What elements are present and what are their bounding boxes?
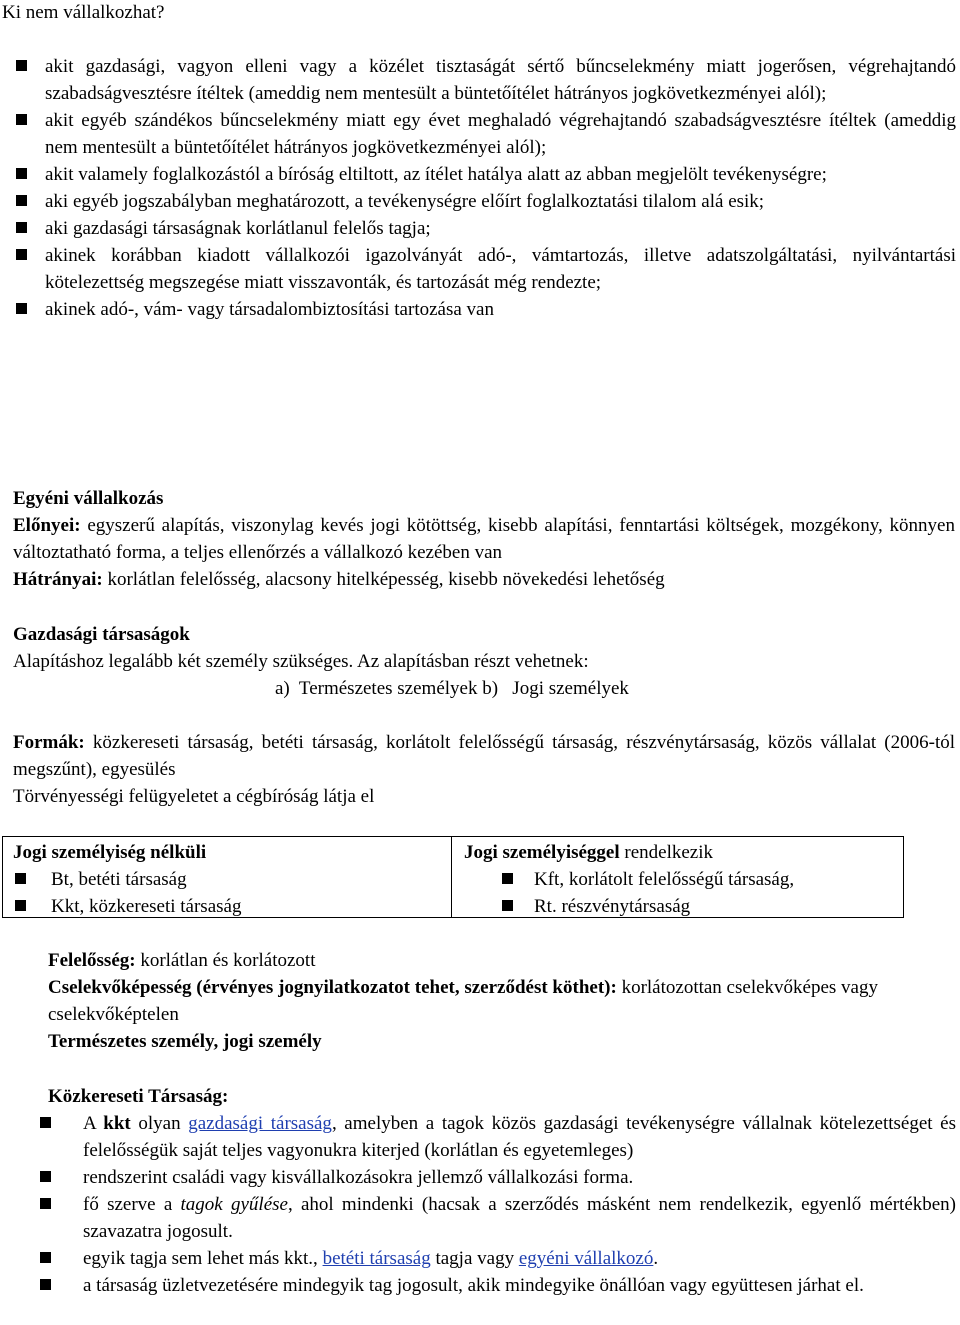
square-bullet-icon (15, 873, 26, 884)
egyeni-elonyei: Előnyei: egyszerű alapítás, viszonylag kevés jogi kötöttség, kisebb alapítási, fenntartási költségek, mozgékony, könnyen változtatható forma, a teljes ellenőrzés a vállalkozó kezében van (13, 515, 955, 563)
square-bullet-icon (502, 900, 513, 911)
gazdasagi-section (13, 621, 955, 702)
egyeni-hatranyai: Hátrányai: korlátlan felelősség, alacsony hitelképesség, kisebb növekedési lehetőség (13, 569, 665, 590)
list-item: egyik tagja sem lehet más kkt., betéti társaság tagja vagy egyéni vállalkozó. (40, 1245, 956, 1272)
list-item: rendszerint családi vagy kisvállalkozásokra jellemző vállalkozási forma. (40, 1164, 956, 1191)
gazdasagi-line2: a) Természetes személyek b) Jogi személyek (275, 678, 629, 699)
cselekvokepesseg-line: Cselekvőképesség (érvényes jognyilatkozatot tehet, szerződést köthet): korlátozottan cselekvőképes vagy cselekvőképtelen (48, 977, 878, 1025)
square-bullet-icon (40, 1171, 51, 1182)
termeszetes-line: Természetes személy, jogi személy (48, 1031, 322, 1052)
list-item: akit valamely foglalkozástól a bíróság eltiltott, az ítélet hatálya alatt az abban megjelölt tevékenységre; (2, 161, 956, 188)
table-cell-left (3, 837, 452, 917)
square-bullet-icon (502, 873, 513, 884)
list-item: aki egyéb jogszabályban meghatározott, a tevékenységre előírt foglalkoztatási tilalom alá esik; (2, 188, 956, 215)
left-header: Jogi személyiség nélküli (13, 842, 207, 863)
square-bullet-icon (16, 249, 27, 260)
square-bullet-icon (15, 900, 26, 911)
list-item: Kkt, közkereseti társaság (13, 893, 451, 920)
table-cell-right (452, 837, 903, 917)
formak-paragraph: Formák: közkereseti társaság, betéti társaság, korlátolt felelősségű társaság, részvénytársaság, közös vállalat (2006-tól megszűnt), egyesülés (13, 732, 955, 780)
square-bullet-icon (40, 1252, 51, 1263)
square-bullet-icon (16, 60, 27, 71)
square-bullet-icon (16, 222, 27, 233)
egyeni-vallalkozo-link[interactable]: egyéni vállalkozó (518, 1248, 654, 1269)
beteti-tarsasag-link[interactable]: betéti társaság (322, 1248, 431, 1269)
elonyei-label: Előnyei: (13, 515, 81, 536)
felelosseg-line: Felelősség: korlátlan és korlátozott (48, 950, 316, 971)
square-bullet-icon (16, 303, 27, 314)
list-item: Rt. részvénytársaság (464, 893, 903, 920)
list-item: a társaság üzletvezetésére mindegyik tag jogosult, akik mindegyike önállóan vagy együttesen járhat el. (40, 1272, 956, 1299)
kkt-title: Közkereseti Társaság: (48, 1086, 229, 1107)
top-heading: Ki nem vállalkozhat? (2, 2, 165, 23)
list-item: akit egyéb szándékos bűncselekmény miatt egy évet meghaladó végrehajtandó szabadságvesztésre ítéltek (ameddig nem mentesült a büntetőítélet hátrányos jogkövetkezményei alól); (2, 107, 956, 161)
egyeni-section (13, 485, 955, 593)
list-item: akit gazdasági, vagyon elleni vagy a közélet tisztaságát sértő bűncselekmény miatt jogerősen, végrehajtandó szabadságvesztésre ítéltek (ameddig nem mentesült a büntetőítélet hátrányos jogkövetkezményei alól); (2, 53, 956, 107)
square-bullet-icon (16, 168, 27, 179)
gazdasagi-tarsasag-link[interactable]: gazdasági társaság (188, 1113, 332, 1134)
gazdasagi-title: Gazdasági társaságok (13, 624, 190, 645)
list-item: akinek adó-, vám- vagy társadalombiztosítási tartozása van (2, 296, 956, 323)
list-item: Kft, korlátolt felelősségű társaság, (464, 866, 903, 893)
list-item: A kkt olyan gazdasági társaság, amelyben a tagok közös gazdasági tevékenységre vállalnak kötelezettséget és felelősségük saját teljes vagyonukra kiterjed (korlátlan és egyetemleges) (40, 1110, 956, 1164)
square-bullet-icon (16, 195, 27, 206)
right-header: Jogi személyiséggel rendelkezik (464, 842, 714, 863)
square-bullet-icon (16, 114, 27, 125)
formak-label: Formák: (13, 732, 85, 753)
egyeni-title: Egyéni vállalkozás (13, 488, 164, 509)
list-item: fő szerve a tagok gyűlése, ahol mindenki (hacsak a szerződés másként nem rendelkezik, egyenlő mértékben) szavazatra jogosult. (40, 1191, 956, 1245)
square-bullet-icon (40, 1198, 51, 1209)
square-bullet-icon (40, 1117, 51, 1128)
gazdasagi-line1: Alapításhoz legalább két személy szükséges. Az alapításban részt vehetnek: (13, 651, 589, 672)
list-item: Bt, betéti társaság (13, 866, 451, 893)
felugyelet-line: Törvényességi felügyeletet a cégbíróság látja el (13, 786, 375, 807)
exclusion-list (2, 53, 956, 323)
hatranyai-label: Hátrányai: (13, 569, 103, 590)
list-item: akinek korábban kiadott vállalkozói igazolványát adó-, vámtartozás, illetve adatszolgáltatási, nyilvántartási kötelezettség megszegése miatt visszavonták, és tartozását még rendezte; (2, 242, 956, 296)
square-bullet-icon (40, 1279, 51, 1290)
jogi-szemelyiseg-table (2, 836, 904, 918)
formak-section (13, 729, 955, 810)
definitions-section (48, 947, 948, 1055)
kkt-list (40, 1110, 956, 1299)
list-item: aki gazdasági társaságnak korlátlanul felelős tagja; (2, 215, 956, 242)
